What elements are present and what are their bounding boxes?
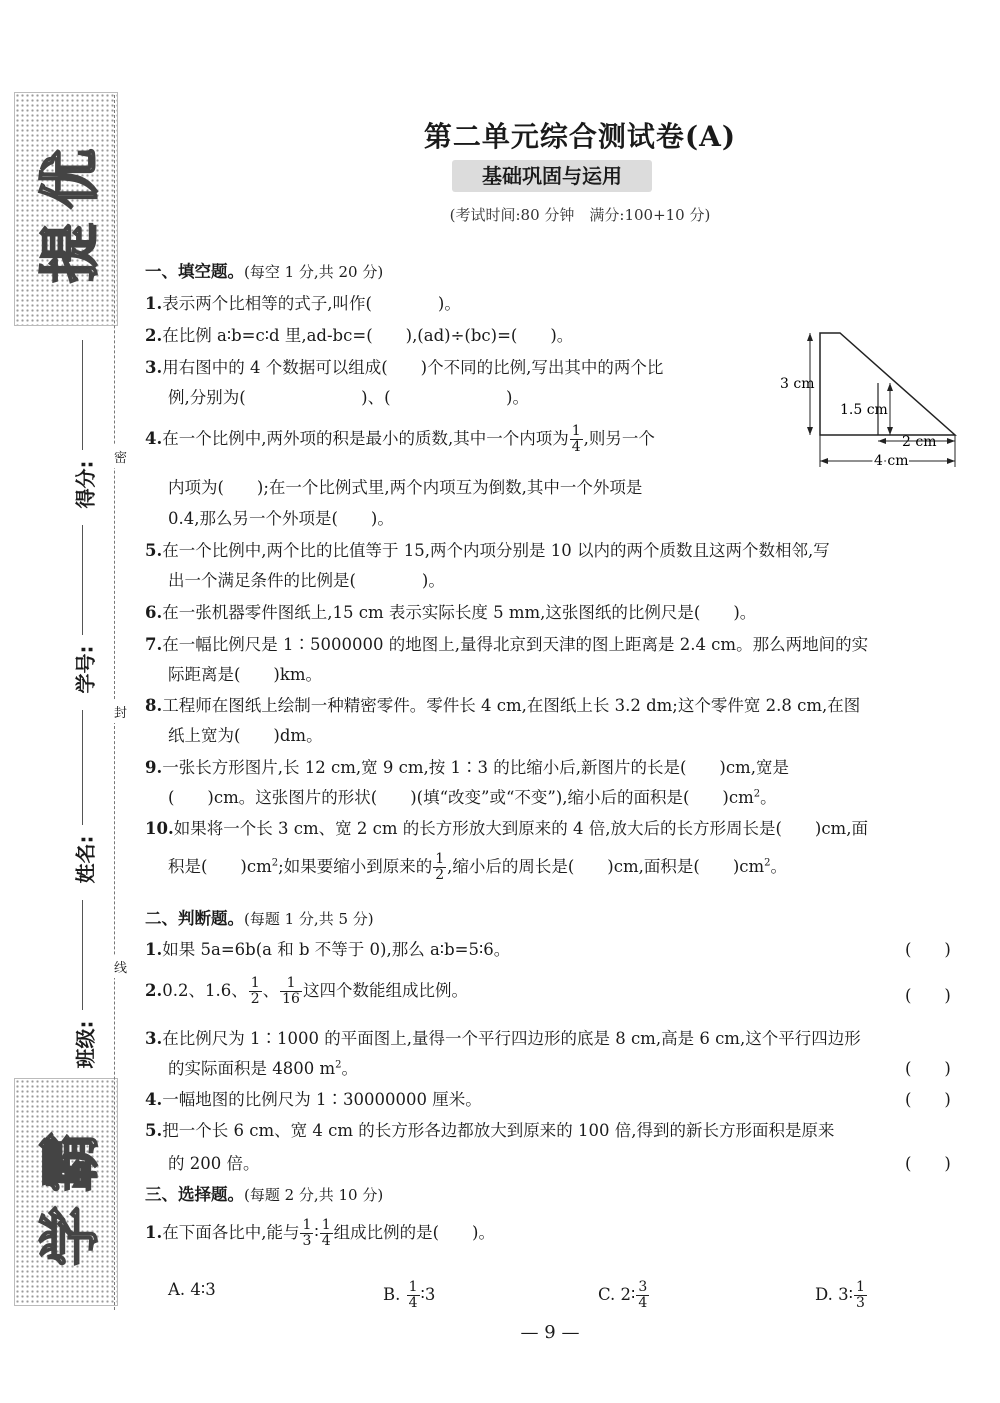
- question-text: 一幅地图的比例尺为 1∶30000000 厘米。: [162, 1090, 482, 1109]
- question-number: 2.: [145, 981, 163, 1000]
- seal-char-feng: 封: [114, 700, 127, 723]
- ratio-colon: ∶: [314, 1223, 319, 1242]
- question-text: ( )cm。这张图片的形状( )(填“改变”或“不变”),缩小后的面积是( )cm: [168, 788, 754, 807]
- answer-paren-2-2[interactable]: ( ): [905, 986, 951, 1005]
- option-d[interactable]: [815, 1280, 868, 1311]
- question-2-1: [145, 936, 510, 960]
- question-number: 6.: [145, 603, 163, 622]
- question-text: ,缩小后的周长是( )cm,面积是( )cm: [447, 857, 765, 876]
- section-1-heading: [145, 258, 383, 282]
- question-text: 在一个比例中,两个比的比值等于 15,两个内项分别是 10 以内的两个质数且这两个数相邻,写: [162, 541, 830, 560]
- section-2-note: (每题 1 分,共 5 分): [244, 910, 374, 928]
- fraction-numerator: 1: [571, 423, 581, 439]
- fraction-numerator: 1: [435, 851, 445, 867]
- fraction-denominator: 4: [321, 1233, 331, 1249]
- section-1-note: (每空 1 分,共 20 分): [244, 263, 384, 281]
- label-4cm: 4 cm: [874, 453, 909, 469]
- question-number: 1.: [145, 294, 163, 313]
- question-1-8-line2: 纸上宽为( )dm。: [168, 726, 323, 745]
- question-text: 一张长方形图片,长 12 cm,宽 9 cm,按 1∶3 的比缩小后,新图片的长是( )cm,宽是: [162, 758, 789, 777]
- badge-xueba-text: 学霸: [36, 1118, 106, 1266]
- fraction-one-third: [300, 1218, 313, 1249]
- fraction-denominator: 3: [855, 1295, 865, 1311]
- question-1-5-line2: 出一个满足条件的比例是( )。: [168, 571, 445, 590]
- figure-shape: [820, 333, 955, 435]
- student-id-field-label: 学号:: [73, 645, 98, 694]
- class-blank-line[interactable]: [82, 900, 83, 1010]
- question-2-5-line2: 的 200 倍。: [168, 1154, 260, 1173]
- separator: 、: [262, 981, 280, 1000]
- label-3cm: 3 cm: [780, 376, 815, 392]
- fraction-numerator: 1: [250, 975, 260, 991]
- arrow-head: [887, 383, 893, 391]
- badge-tiyou-text: 提优: [36, 135, 106, 283]
- section-2-heading: [145, 905, 374, 929]
- question-text-tail: ,则另一个: [583, 429, 655, 448]
- fraction-one-quarter: [320, 1218, 333, 1249]
- question-1-4-line2: 内项为( );在一个比例式里,两个内项互为倒数,其中一个外项是: [168, 478, 643, 497]
- seal-char-xian: 线: [114, 955, 127, 978]
- option-label: A. 4∶3: [168, 1280, 216, 1299]
- question-number: 5.: [145, 541, 163, 560]
- section-1-title: 一、填空题。: [145, 262, 244, 281]
- superscript: 2: [753, 788, 761, 800]
- question-2-4: [145, 1086, 482, 1110]
- page-subtitle: 基础巩固与运用: [452, 160, 652, 192]
- question-1-4: [145, 424, 655, 455]
- option-label: B.: [383, 1285, 401, 1304]
- question-number: 3.: [145, 1029, 163, 1048]
- name-blank-line[interactable]: [82, 710, 83, 825]
- fraction-numerator: 1: [321, 1217, 331, 1233]
- superscript: 2: [335, 1059, 342, 1071]
- fraction-denominator: 2: [435, 867, 445, 883]
- question-text: 。: [341, 1059, 359, 1078]
- arrow-head: [947, 458, 955, 464]
- option-c[interactable]: [598, 1280, 650, 1311]
- question-1-9-line2: [168, 784, 777, 808]
- question-number: 4.: [145, 1090, 163, 1109]
- page-number: — 9 —: [520, 1322, 580, 1343]
- question-2-3: [145, 1025, 861, 1049]
- question-text: 在一个比例中,两外项的积是最小的质数,其中一个内项为: [162, 429, 569, 448]
- superscript: 2: [764, 857, 771, 869]
- question-1-8: [145, 692, 860, 716]
- fraction-one-half: [249, 976, 262, 1007]
- question-text: 在一幅比例尺是 1∶5000000 的地图上,量得北京到天津的图上距离是 2.4 cm。那么两地间的实: [162, 635, 869, 654]
- question-number: 1.: [145, 1223, 163, 1242]
- fraction-one-half: [433, 852, 446, 883]
- section-3-title: 三、选择题。: [145, 1185, 244, 1204]
- arrow-head: [887, 427, 893, 435]
- fraction-denominator: 2: [250, 991, 260, 1007]
- arrow-head: [947, 438, 955, 444]
- question-text: 组成比例的是( )。: [333, 1223, 495, 1242]
- arrow-head: [807, 333, 813, 341]
- question-1-10: [145, 815, 868, 839]
- fraction-denominator: 4: [638, 1295, 648, 1311]
- section-2-title: 二、判断题。: [145, 909, 244, 928]
- question-text: 在一张机器零件图纸上,15 cm 表示实际长度 5 mm,这张图纸的比例尺是( )。: [162, 603, 757, 622]
- question-number: 5.: [145, 1121, 163, 1140]
- answer-paren-2-3[interactable]: ( ): [905, 1059, 951, 1078]
- question-text: 如果 5a=6b(a 和 b 不等于 0),那么 a∶b=5∶6。: [162, 940, 511, 959]
- question-1-5: [145, 537, 830, 561]
- student-id-blank-line[interactable]: [82, 525, 83, 635]
- badge-xueba: [14, 1078, 118, 1306]
- question-2-5: [145, 1117, 834, 1141]
- question-1-4-line3: 0.4,那么另一个外项是( )。: [168, 509, 394, 528]
- question-text: 把一个长 6 cm、宽 4 cm 的长方形各边都放大到原来的 100 倍,得到的新长方形面积是原来: [162, 1121, 835, 1140]
- class-field-label: 班级:: [73, 1020, 98, 1069]
- binding-margin: [0, 0, 130, 1403]
- page-title: 第二单元综合测试卷(A): [423, 120, 737, 153]
- question-2-2: [145, 976, 468, 1007]
- question-text: 的实际面积是 4800 m: [168, 1059, 336, 1078]
- question-1-10-line2: [168, 852, 787, 883]
- question-number: 10.: [145, 819, 174, 838]
- name-field-label: 姓名:: [73, 835, 98, 884]
- fraction-one-third: [854, 1280, 867, 1311]
- seal-char-mi: 密: [114, 445, 127, 468]
- answer-paren-2-1[interactable]: ( ): [905, 940, 951, 959]
- question-1-2: [145, 322, 573, 346]
- fraction-one-quarter: [407, 1280, 420, 1311]
- question-1-6: [145, 599, 756, 623]
- option-a[interactable]: [168, 1280, 216, 1299]
- question-text: 积是( )cm: [168, 857, 272, 876]
- option-label: C. 2∶: [598, 1285, 636, 1304]
- question-1-7: [145, 631, 868, 655]
- superscript: 2: [271, 857, 279, 869]
- arrow-head: [807, 427, 813, 435]
- question-text: 在比例 a∶b=c∶d 里,ad-bc=( ),(ad)÷(bc)=( )。: [162, 326, 574, 345]
- fraction-numerator: 1: [302, 1217, 312, 1233]
- badge-tiyou: [14, 92, 118, 326]
- question-text: 0.2、1.6、: [162, 981, 248, 1000]
- question-3-1: [145, 1218, 495, 1249]
- section-3-note: (每题 2 分,共 10 分): [244, 1186, 384, 1204]
- question-text: 在比例尺为 1∶1000 的平面图上,量得一个平行四边形的底是 8 cm,高是 6 cm,这个平行四边形: [162, 1029, 861, 1048]
- question-text: 表示两个比相等的式子,叫作( )。: [162, 294, 461, 313]
- question-number: 3.: [145, 358, 163, 377]
- option-label: D. 3∶: [815, 1285, 853, 1304]
- option-b[interactable]: [383, 1280, 435, 1311]
- fraction-numerator: 3: [638, 1279, 648, 1295]
- label-1-5cm: 1.5 cm: [840, 402, 888, 418]
- fraction-numerator: 1: [855, 1279, 865, 1295]
- score-field-label: 得分:: [73, 460, 98, 509]
- question-number: 4.: [145, 429, 163, 448]
- question-1-3: [145, 354, 663, 378]
- option-tail: ∶3: [420, 1285, 436, 1304]
- section-3-heading: [145, 1181, 383, 1205]
- fraction-denominator: 4: [408, 1295, 418, 1311]
- fraction-numerator: 1: [280, 976, 302, 992]
- question-number: 7.: [145, 635, 163, 654]
- fraction-denominator: 4: [571, 439, 581, 455]
- answer-paren-2-4[interactable]: ( ): [905, 1090, 951, 1109]
- question-text: 这四个数能组成比例。: [302, 981, 468, 1000]
- score-blank-line[interactable]: [82, 340, 83, 450]
- question-1-1: [145, 290, 461, 314]
- question-text: 如果将一个长 3 cm、宽 2 cm 的长方形放大到原来的 4 倍,放大后的长方形周长是( )cm,面: [173, 819, 868, 838]
- question-2-3-line2: [168, 1055, 358, 1079]
- question-text: 。: [760, 788, 777, 807]
- label-2cm: 2 cm: [902, 434, 937, 450]
- fraction-denominator: 3: [302, 1233, 312, 1249]
- exam-meta: (考试时间:80 分钟 满分:100+10 分): [449, 206, 711, 224]
- fraction-denominator: 16: [282, 991, 300, 1007]
- trapezoid-figure: [780, 325, 970, 470]
- question-number: 9.: [145, 758, 163, 777]
- fraction-one-sixteenth: [280, 976, 302, 1007]
- arrow-head: [820, 458, 828, 464]
- arrow-head: [878, 438, 886, 444]
- question-text: 用右图中的 4 个数据可以组成( )个不同的比例,写出其中的两个比: [162, 358, 664, 377]
- question-number: 2.: [145, 326, 163, 345]
- fraction-one-quarter: [570, 424, 583, 455]
- question-1-7-line2: 际距离是( )km。: [168, 665, 323, 684]
- fraction-numerator: 1: [408, 1279, 418, 1295]
- answer-paren-2-5[interactable]: ( ): [905, 1154, 951, 1173]
- question-number: 8.: [145, 696, 163, 715]
- fraction-three-quarters: [636, 1280, 649, 1311]
- question-text: ;如果要缩小到原来的: [278, 857, 433, 876]
- question-text: 。: [770, 857, 788, 876]
- question-1-9: [145, 754, 789, 778]
- question-number: 1.: [145, 940, 163, 959]
- question-text: 工程师在图纸上绘制一种精密零件。零件长 4 cm,在图纸上长 3.2 dm;这个零件宽 2.8 cm,在图: [162, 696, 861, 715]
- question-1-3-line2: 例,分别为( )、( )。: [168, 388, 529, 407]
- question-text: 在下面各比中,能与: [162, 1223, 300, 1242]
